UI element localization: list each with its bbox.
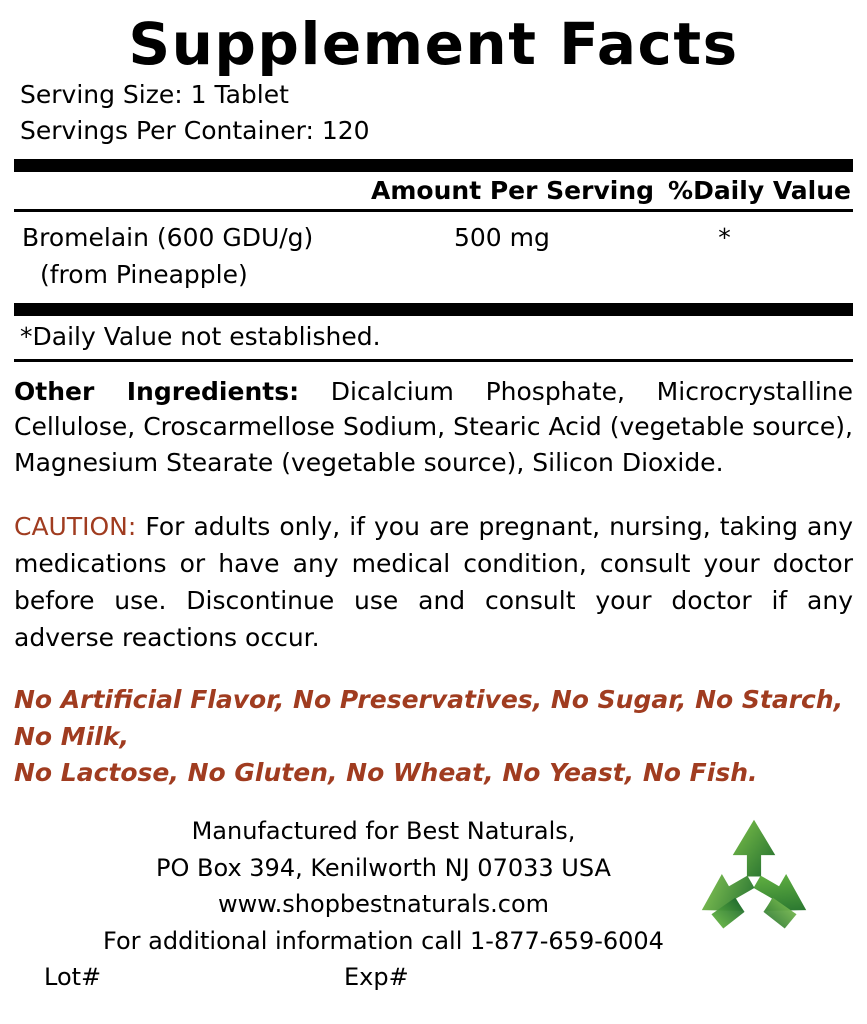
- caution-statement: [14, 508, 853, 656]
- recycle-icon: [679, 815, 829, 945]
- daily-value-note: *Daily Value not established.: [20, 321, 381, 351]
- manufacturer-name: Manufactured for Best Naturals,: [191, 817, 576, 846]
- table-row: [14, 212, 853, 299]
- caution-label: CAUTION:: [14, 512, 137, 542]
- nutrient-amount: 500 mg: [454, 223, 550, 253]
- nutrient-daily-value: *: [718, 223, 731, 253]
- manufacturer-phone: For additional information call 1-877-659-6004: [103, 926, 664, 955]
- divider-thin-section: [14, 359, 853, 362]
- free-from-line-2: No Lactose, No Gluten, No Wheat, No Yeast, No Fish.: [14, 757, 758, 787]
- page-title: Supplement Facts: [128, 10, 739, 78]
- column-header-amount: Amount Per Serving: [371, 176, 655, 206]
- divider-thick-bottom: [14, 303, 853, 316]
- free-from-claims: [14, 682, 853, 791]
- table-header-row: [14, 172, 853, 209]
- other-ingredients-label: Other Ingredients:: [14, 376, 300, 406]
- other-ingredients-text: Dicalcium Phosphate, Microcrystalline Cellulose, Croscarmellose Sodium, Stearic Acid (vegetable source), Magnesium Stearate (vegetable source), Silicon Dioxide.: [14, 376, 853, 477]
- manufacturer-address: PO Box 394, Kenilworth NJ 07033 USA: [156, 853, 611, 882]
- nutrient-source: (from Pineapple): [40, 259, 248, 289]
- lot-label: Lot#: [44, 963, 102, 992]
- free-from-line-1: No Artificial Flavor, No Preservatives, No Sugar, No Starch, No Milk,: [14, 685, 844, 751]
- servings-per-container-line: Servings Per Container: 120: [20, 116, 370, 146]
- serving-size-line: Serving Size: 1 Tablet: [20, 79, 289, 109]
- column-header-daily-value: %Daily Value: [668, 176, 851, 206]
- manufacturer-block: [14, 813, 853, 991]
- nutrient-name-cell: [22, 220, 422, 293]
- other-ingredients: [14, 374, 853, 481]
- nutrient-name: Bromelain (600 GDU/g): [22, 223, 314, 253]
- divider-thick-top: [14, 159, 853, 172]
- manufacturer-website[interactable]: www.shopbestnaturals.com: [217, 890, 550, 919]
- lot-exp-row: [14, 963, 853, 991]
- caution-text: For adults only, if you are pregnant, nursing, taking any medications or have any medical condition, consult your doctor before use. Discontinue use and consult your doctor if any adverse reactions occur.: [14, 512, 853, 653]
- exp-label: Exp#: [344, 963, 409, 992]
